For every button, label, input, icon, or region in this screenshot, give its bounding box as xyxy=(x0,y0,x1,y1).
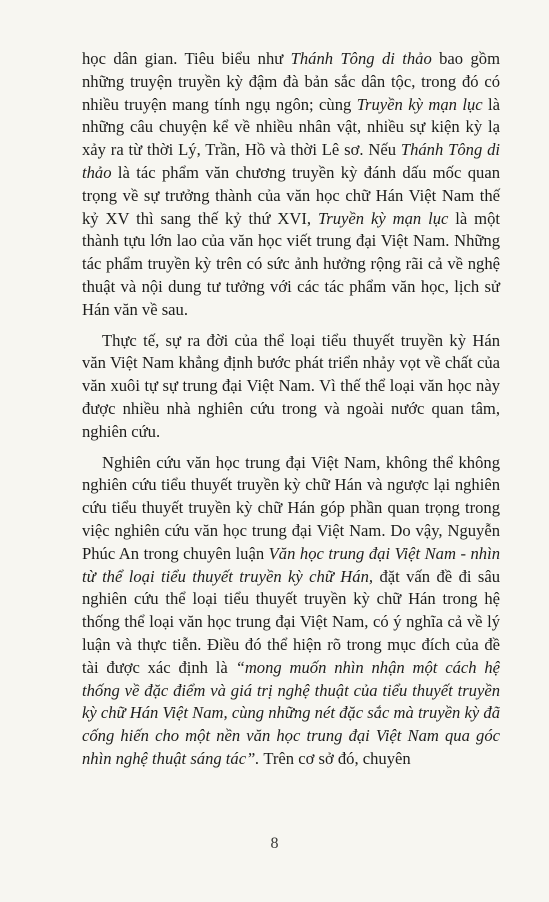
text-run: đặt vấn đề đi sâu nghiên cứu thể loại tiểu thuyết truyền kỳ chữ Hán trong hệ thống thể loại văn học trung đại Việt Nam, có ý nghĩa cả về lý luận và thực tiễn. Điều đó thể hiện rõ trong mục đích của đề tài được xác định là xyxy=(82,566,501,677)
text-run: Nghiên cứu văn học trung đại Việt Nam, không thể không nghiên cứu tiểu thuyết truyền kỳ chữ Hán và ngược lại nghiên cứu tiểu thuyết truyền kỳ chữ Hán góp phần quan trọng trong việc nghiên cứu văn học trung đại Việt Nam. Do vậy, Nguyễn Phúc An trong chuyên luận xyxy=(82,452,500,563)
text-run: học dân gian. Tiêu biểu như xyxy=(82,49,291,68)
paragraph-2 xyxy=(82,330,500,444)
text-run: là những câu chuyện kể về nhiều nhân vật, nhiều sự kiện kỳ lạ xảy ra từ thời Lý, Trần, Hồ và thời Lê sơ. Nếu xyxy=(82,94,501,160)
italic-text-run: “mong muốn nhìn nhận một cách hệ thống về đặc điểm và giá trị nghệ thuật của tiểu thuyết truyền kỳ chữ Hán Việt Nam, cùng những nét đặc sắc mà truyền kỳ đã cống hiến cho một nền văn học trung đại Việt Nam qua góc nhìn nghệ thuật sáng tác”. xyxy=(82,657,501,768)
text-run: Trên cơ sở đó, chuyên xyxy=(259,748,411,768)
paragraph-1 xyxy=(82,48,500,322)
text-run: Thực tế, sự ra đời của thể loại tiểu thuyết truyền kỳ Hán văn Việt Nam khẳng định bước phát triển nhảy vọt về chất của văn xuôi tự sự trung đại Việt Nam. Vì thế thể loại văn học này được nhiều nhà nghiên cứu trong và ngoài nước quan tâm, nghiên cứu. xyxy=(82,330,500,441)
text-run: là một thành tựu lớn lao của văn học viết trung đại Việt Nam. Những tác phẩm truyền kỳ trên có sức ảnh hưởng rộng rãi cả về nghệ thuật và nội dung tư tưởng với các tác phẩm văn học, lịch sử Hán văn về sau. xyxy=(82,208,500,319)
paragraph-3 xyxy=(82,452,500,771)
text-run: bao gồm những truyện truyền kỳ đậm đà bản sắc dân tộc, trong đó có nhiều truyện mang tính ngụ ngôn; cùng xyxy=(82,49,500,114)
body-text xyxy=(82,48,500,771)
italic-text-run: Thánh Tông di thảo xyxy=(290,49,432,68)
italic-text-run: Văn học trung đại Việt Nam - nhìn từ thể loại tiểu thuyết truyền kỳ chữ Hán, xyxy=(82,543,500,586)
italic-text-run: Truyền kỳ mạn lục xyxy=(317,208,449,228)
italic-text-run: Truyền kỳ mạn lục xyxy=(356,94,483,114)
text-run: là tác phẩm văn chương truyền kỳ đánh dấu mốc quan trọng về sự trưởng thành của văn học chữ Hán Việt Nam thế kỷ XV thì sang thế kỷ thứ XVI, xyxy=(82,162,500,228)
italic-text-run: Thánh Tông di thảo xyxy=(82,140,500,182)
page-number: 8 xyxy=(270,835,279,852)
